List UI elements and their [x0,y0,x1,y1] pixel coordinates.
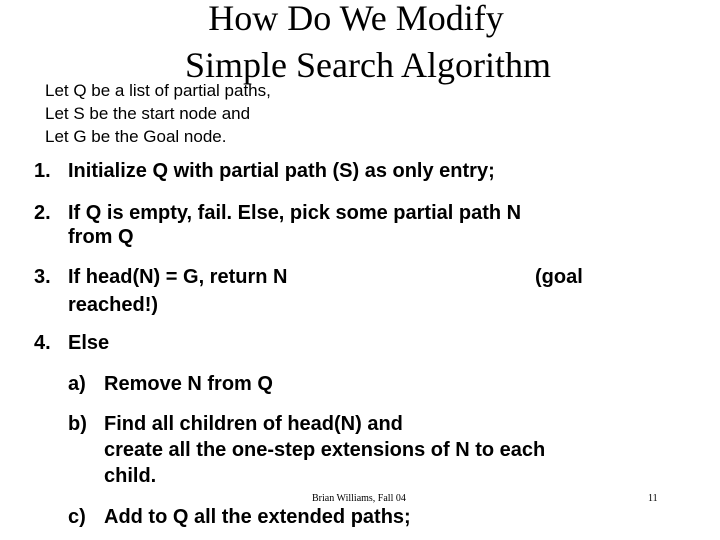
step-text: If head(N) = G, return N [68,266,288,288]
substep-label: a) [68,373,86,395]
footer-author: Brian Williams, Fall 04 [312,493,406,504]
step-text: from Q [68,226,134,248]
substep-label: c) [68,506,86,528]
slide-title-line-1: How Do We Modify [208,0,504,38]
step-number: 2. [34,202,51,224]
substep-text: Find all children of head(N) and [104,413,403,435]
step-text: reached!) [68,294,159,316]
substep-label: b) [68,413,87,435]
page-number: 11 [648,493,658,504]
substep-text: Remove N from Q [104,373,273,395]
step-text: Initialize Q with partial path (S) as only entry; [68,160,495,182]
step-text: Else [68,332,110,354]
step-number: 4. [34,332,51,354]
step-text: If Q is empty, fail. Else, pick some partial path N [68,202,522,224]
substep-text: create all the one-step extensions of N to each [104,439,546,461]
step-number: 3. [34,266,51,288]
intro-line-1: Let Q be a list of partial paths, [45,81,271,100]
slide-title-line-2: Simple Search Algorithm [185,45,551,85]
step-aside: (goal [535,266,583,288]
substep-text: child. [104,465,157,487]
substep-text: Add to Q all the extended paths; [104,506,411,528]
intro-line-3: Let G be the Goal node. [45,127,227,146]
step-number: 1. [34,160,51,182]
intro-line-2: Let S be the start node and [45,104,251,123]
